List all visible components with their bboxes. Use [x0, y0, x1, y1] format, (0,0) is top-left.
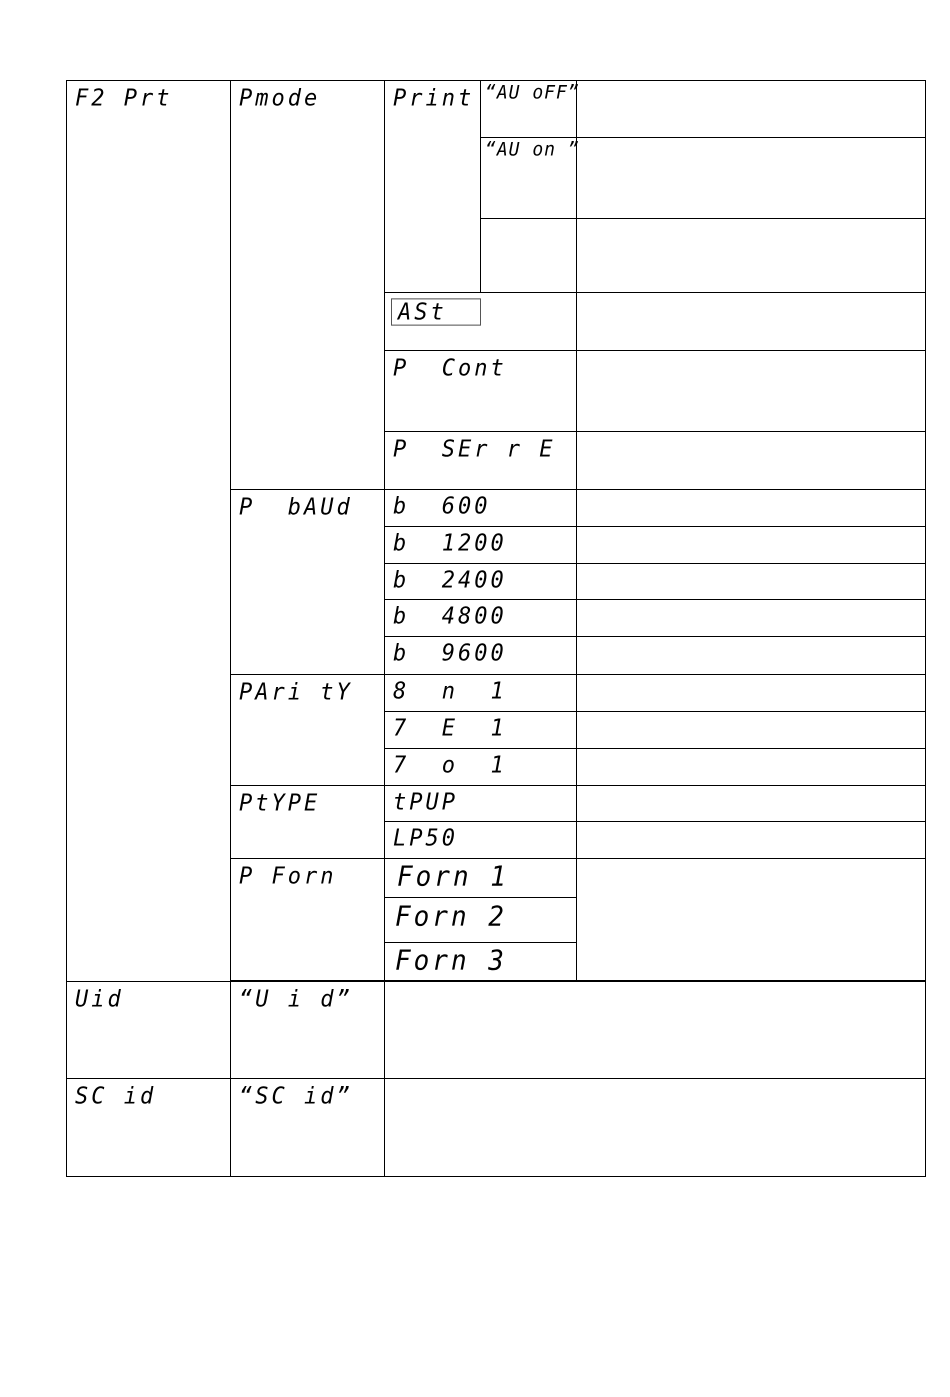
pform-3-cell: [385, 943, 577, 981]
desc-parity-8n1: [577, 675, 926, 712]
option-au-off-cell: [481, 81, 580, 138]
option-empty-cell: [481, 219, 577, 293]
desc-baud-600: [577, 490, 926, 527]
ptype-tpup-cell: [385, 786, 577, 822]
option-p-cont-cell: [385, 351, 577, 432]
menu-print-cell: [385, 81, 481, 293]
ptype-lp50-cell: [385, 822, 577, 859]
ptype-lp50: LP50: [393, 825, 458, 852]
baud-600: b 600: [393, 493, 491, 520]
menu-ptype-cell: [231, 786, 385, 859]
menu-scid-quote: “SC id”: [239, 1083, 353, 1110]
option-p-serre-cell: [385, 432, 577, 490]
menu-uid: Uid: [75, 986, 124, 1013]
baud-1200: b 1200: [393, 530, 507, 557]
option-p-serre: P SEr r E: [393, 436, 556, 463]
menu-uid-quote-cell: [231, 982, 385, 1079]
baud-1200-cell: [385, 527, 577, 564]
menu-pform-cell: [231, 859, 385, 981]
option-ast-cell: [385, 293, 577, 351]
menu-pmode-cell: [231, 81, 385, 490]
desc-uid: [385, 982, 926, 1079]
desc-print-empty: [577, 219, 926, 293]
pform-2-cell: [385, 898, 577, 943]
option-au-on: “AU on ”: [485, 138, 580, 161]
parity-7e1-cell: [385, 712, 577, 749]
pform-3: Forn 3: [395, 945, 507, 977]
parity-8n1: 8 n 1: [393, 678, 507, 705]
menu-f2prt-cell: [67, 81, 231, 982]
desc-au-off: [577, 81, 926, 138]
menu-print: Print: [393, 85, 475, 112]
option-au-on-cell: [481, 138, 580, 219]
desc-baud-1200: [577, 527, 926, 564]
baud-9600-cell: [385, 637, 577, 675]
desc-p-cont: [577, 351, 926, 432]
settings-menu-table: [66, 80, 926, 1177]
baud-4800-cell: [385, 600, 577, 637]
menu-f2prt: F2 Prt: [75, 85, 173, 112]
pform-1: Forn 1: [397, 861, 509, 893]
desc-ptype-tpup: [577, 786, 926, 822]
parity-7e1: 7 E 1: [393, 715, 507, 742]
menu-p-baud: P bAUd: [239, 494, 353, 521]
menu-scid: SC id: [75, 1083, 157, 1110]
desc-baud-2400: [577, 564, 926, 600]
desc-ast: [577, 293, 926, 351]
menu-parity: PAri tY: [239, 679, 353, 706]
menu-uid-cell: [67, 982, 231, 1079]
desc-scid: [385, 1079, 926, 1177]
desc-p-serre: [577, 432, 926, 490]
menu-pform: P Forn: [239, 863, 337, 890]
menu-ptype: PtYPE: [239, 790, 321, 817]
desc-au-on: [577, 138, 926, 219]
menu-pmode: Pmode: [239, 85, 321, 112]
option-p-cont: P Cont: [393, 355, 507, 382]
desc-baud-4800: [577, 600, 926, 637]
menu-scid-cell: [67, 1079, 231, 1177]
baud-9600: b 9600: [393, 640, 507, 667]
desc-parity-7o1: [577, 749, 926, 786]
desc-parity-7e1: [577, 712, 926, 749]
baud-2400-cell: [385, 564, 577, 600]
option-au-off: “AU oFF”: [485, 81, 580, 104]
menu-scid-quote-cell: [231, 1079, 385, 1177]
baud-600-cell: [385, 490, 577, 527]
pform-1-cell: [385, 859, 577, 898]
pform-2: Forn 2: [395, 901, 507, 933]
parity-7o1: 7 o 1: [393, 752, 507, 779]
desc-ptype-lp50: [577, 822, 926, 859]
menu-uid-quote: “U i d”: [239, 986, 353, 1013]
parity-8n1-cell: [385, 675, 577, 712]
option-ast: ASt: [391, 298, 481, 325]
baud-2400: b 2400: [393, 567, 507, 594]
menu-parity-cell: [231, 675, 385, 786]
desc-pform: [577, 859, 926, 981]
menu-p-baud-cell: [231, 490, 385, 675]
ptype-tpup: tPUP: [393, 789, 458, 816]
baud-4800: b 4800: [393, 603, 507, 630]
desc-baud-9600: [577, 637, 926, 675]
parity-7o1-cell: [385, 749, 577, 786]
